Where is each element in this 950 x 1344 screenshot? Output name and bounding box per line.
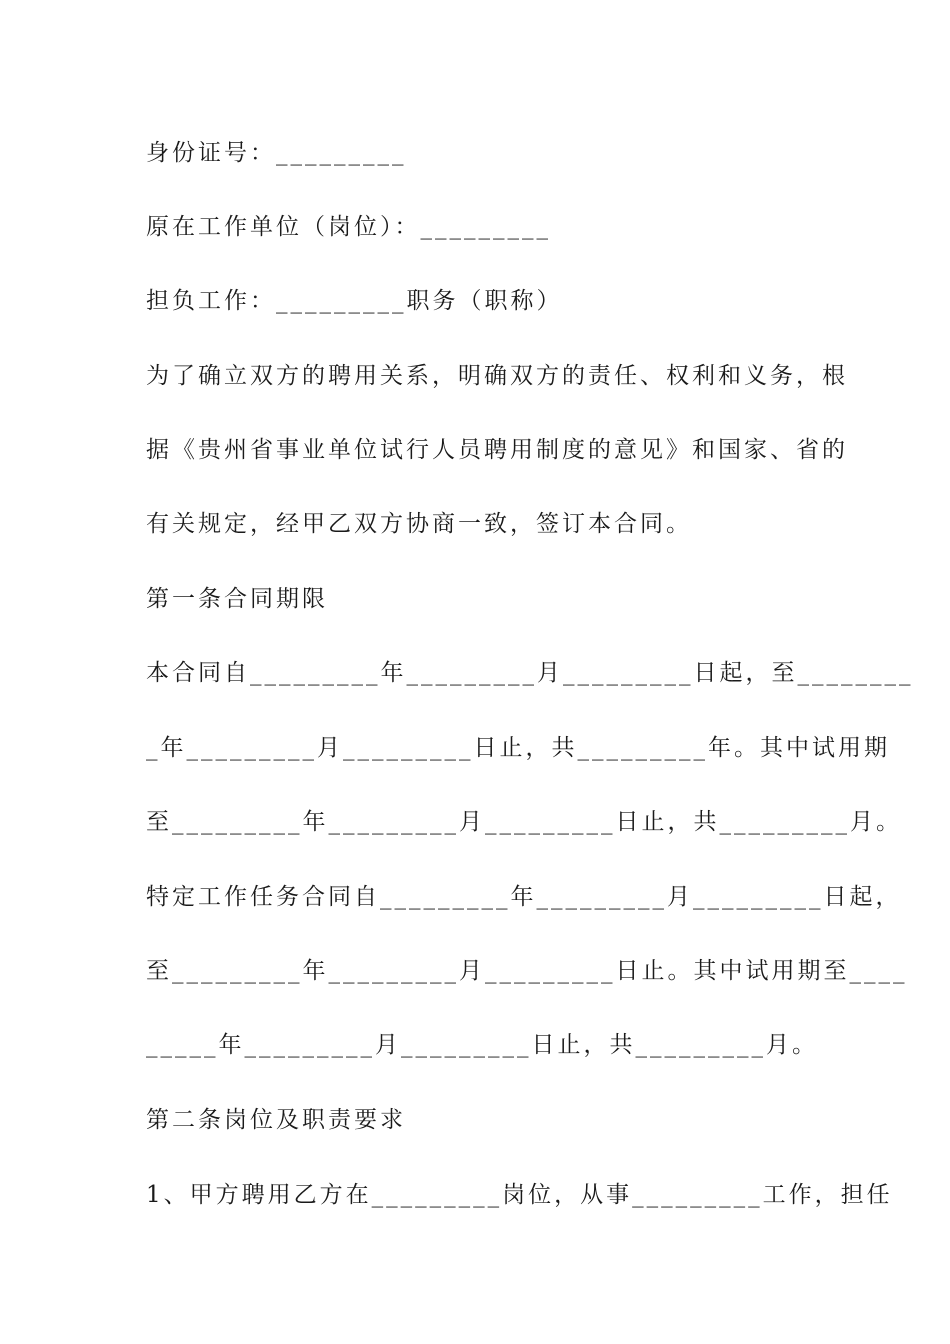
id-number-line: 身份证号：_________ — [146, 140, 407, 166]
task-contract-line-1: 特定工作任务合同自_________年_________月_________日起， — [146, 884, 902, 910]
preamble-line-3: 有关规定，经甲乙双方协商一致，签订本合同。 — [146, 511, 692, 537]
contract-term-line-2: _年_________月_________日止，共_________年。其中试用期 — [146, 735, 890, 761]
position-duty-line-1: 1、甲方聘用乙方在_________岗位，从事_________工作，担任 — [146, 1182, 893, 1208]
contract-term-line-1: 本合同自_________年_________月_________日起，至________ — [146, 660, 914, 686]
preamble-line-2: 据《贵州省事业单位试行人员聘用制度的意见》和国家、省的 — [146, 437, 848, 463]
original-employer-line: 原在工作单位（岗位）：_________ — [146, 214, 551, 240]
task-contract-line-3: _____年_________月_________日止，共_________月。 — [146, 1032, 818, 1058]
preamble-line-1: 为了确立双方的聘用关系，明确双方的责任、权利和义务，根 — [146, 363, 848, 389]
task-contract-line-2: 至_________年_________月_________日止。其中试用期至____ — [146, 958, 908, 984]
article-2-heading: 第二条岗位及职责要求 — [146, 1107, 406, 1133]
article-1-heading: 第一条合同期限 — [146, 586, 328, 612]
assigned-work-line: 担负工作：_________职务（职称） — [146, 288, 563, 314]
contract-term-line-3: 至_________年_________月_________日止，共_________月。 — [146, 809, 902, 835]
